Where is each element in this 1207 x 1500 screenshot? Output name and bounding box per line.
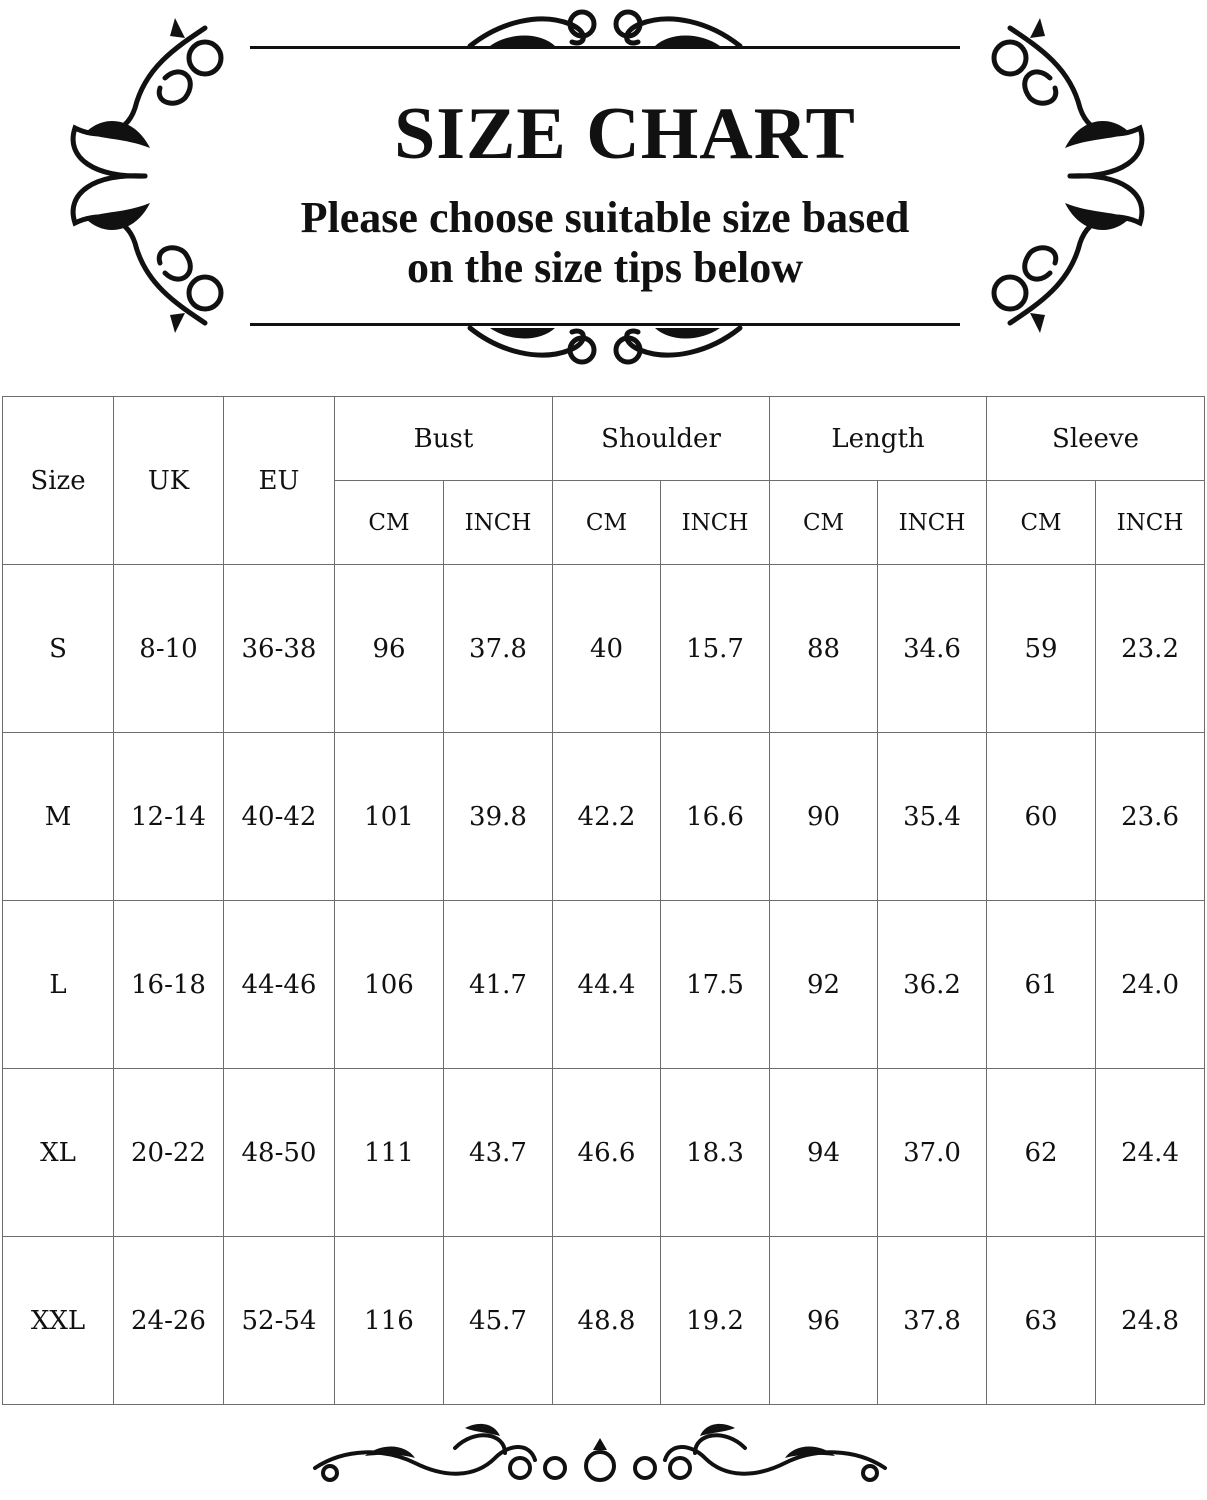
table-cell: 36.2	[878, 901, 987, 1069]
unit-header-inch: INCH	[1096, 481, 1205, 565]
table-cell: 94	[770, 1069, 878, 1237]
table-cell: 23.6	[1096, 733, 1205, 901]
table-cell: 12-14	[114, 733, 224, 901]
table-cell: 96	[335, 565, 444, 733]
table-cell: 106	[335, 901, 444, 1069]
table-cell: 111	[335, 1069, 444, 1237]
table-cell: 24.0	[1096, 901, 1205, 1069]
unit-header-cm: CM	[553, 481, 661, 565]
subtitle-line-1: Please choose suitable size based	[300, 193, 910, 242]
table-cell: 18.3	[661, 1069, 770, 1237]
column-header-sleeve: Sleeve	[987, 397, 1205, 481]
column-header-size: Size	[3, 397, 114, 565]
unit-header-inch: INCH	[878, 481, 987, 565]
table-cell: 88	[770, 565, 878, 733]
column-header-uk: UK	[114, 397, 224, 565]
table-cell: XXL	[3, 1237, 114, 1405]
table-cell: 43.7	[444, 1069, 553, 1237]
table-cell: 61	[987, 901, 1096, 1069]
bottom-center-ornament	[460, 324, 750, 372]
table-cell: 20-22	[114, 1069, 224, 1237]
table-cell: 48-50	[224, 1069, 335, 1237]
table-row	[3, 565, 1205, 733]
table-row	[3, 1069, 1205, 1237]
table-cell: 90	[770, 733, 878, 901]
unit-header-cm: CM	[770, 481, 878, 565]
table-cell: 48.8	[553, 1237, 661, 1405]
header-bottom-rule	[250, 323, 960, 326]
table-cell: 24.4	[1096, 1069, 1205, 1237]
table-cell: 37.8	[878, 1237, 987, 1405]
unit-header-inch: INCH	[661, 481, 770, 565]
table-cell: 37.0	[878, 1069, 987, 1237]
page-subtitle	[250, 193, 960, 293]
subtitle-line-2: on the size tips below	[407, 243, 803, 292]
table-cell: 52-54	[224, 1237, 335, 1405]
unit-header-cm: CM	[335, 481, 444, 565]
table-cell: 24.8	[1096, 1237, 1205, 1405]
table-cell: 92	[770, 901, 878, 1069]
table-cell: 39.8	[444, 733, 553, 901]
unit-header-inch: INCH	[444, 481, 553, 565]
table-cell: 37.8	[444, 565, 553, 733]
table-cell: S	[3, 565, 114, 733]
footer-scroll-ornament	[305, 1418, 895, 1496]
table-cell: 116	[335, 1237, 444, 1405]
table-cell: 59	[987, 565, 1096, 733]
table-cell: 35.4	[878, 733, 987, 901]
page-title: SIZE CHART	[394, 93, 856, 175]
unit-header-cm: CM	[987, 481, 1096, 565]
table-cell: 96	[770, 1237, 878, 1405]
table-cell: 63	[987, 1237, 1096, 1405]
header-top-rule	[250, 46, 960, 49]
table-cell: 15.7	[661, 565, 770, 733]
table-cell: 44.4	[553, 901, 661, 1069]
table-cell: 60	[987, 733, 1096, 901]
table-cell: 16.6	[661, 733, 770, 901]
table-cell: 101	[335, 733, 444, 901]
column-header-length: Length	[770, 397, 987, 481]
column-header-shoulder: Shoulder	[553, 397, 770, 481]
table-row	[3, 1237, 1205, 1405]
left-scroll-ornament	[55, 8, 230, 343]
table-cell: 44-46	[224, 901, 335, 1069]
table-cell: 17.5	[661, 901, 770, 1069]
table-cell: 62	[987, 1069, 1096, 1237]
table-cell: 41.7	[444, 901, 553, 1069]
table-header-row	[3, 397, 1205, 481]
table-row	[3, 901, 1205, 1069]
table-cell: L	[3, 901, 114, 1069]
column-header-eu: EU	[224, 397, 335, 565]
table-cell: 36-38	[224, 565, 335, 733]
column-header-bust: Bust	[335, 397, 553, 481]
table-cell: 24-26	[114, 1237, 224, 1405]
table-cell: 19.2	[661, 1237, 770, 1405]
table-row	[3, 733, 1205, 901]
table-cell: XL	[3, 1069, 114, 1237]
right-scroll-ornament	[985, 8, 1160, 343]
table-cell: 16-18	[114, 901, 224, 1069]
table-cell: 23.2	[1096, 565, 1205, 733]
table-cell: 40	[553, 565, 661, 733]
top-center-ornament	[460, 2, 750, 50]
table-cell: 8-10	[114, 565, 224, 733]
table-cell: 46.6	[553, 1069, 661, 1237]
size-table	[2, 396, 1205, 1405]
table-cell: 45.7	[444, 1237, 553, 1405]
table-cell: M	[3, 733, 114, 901]
table-cell: 34.6	[878, 565, 987, 733]
table-cell: 40-42	[224, 733, 335, 901]
table-cell: 42.2	[553, 733, 661, 901]
